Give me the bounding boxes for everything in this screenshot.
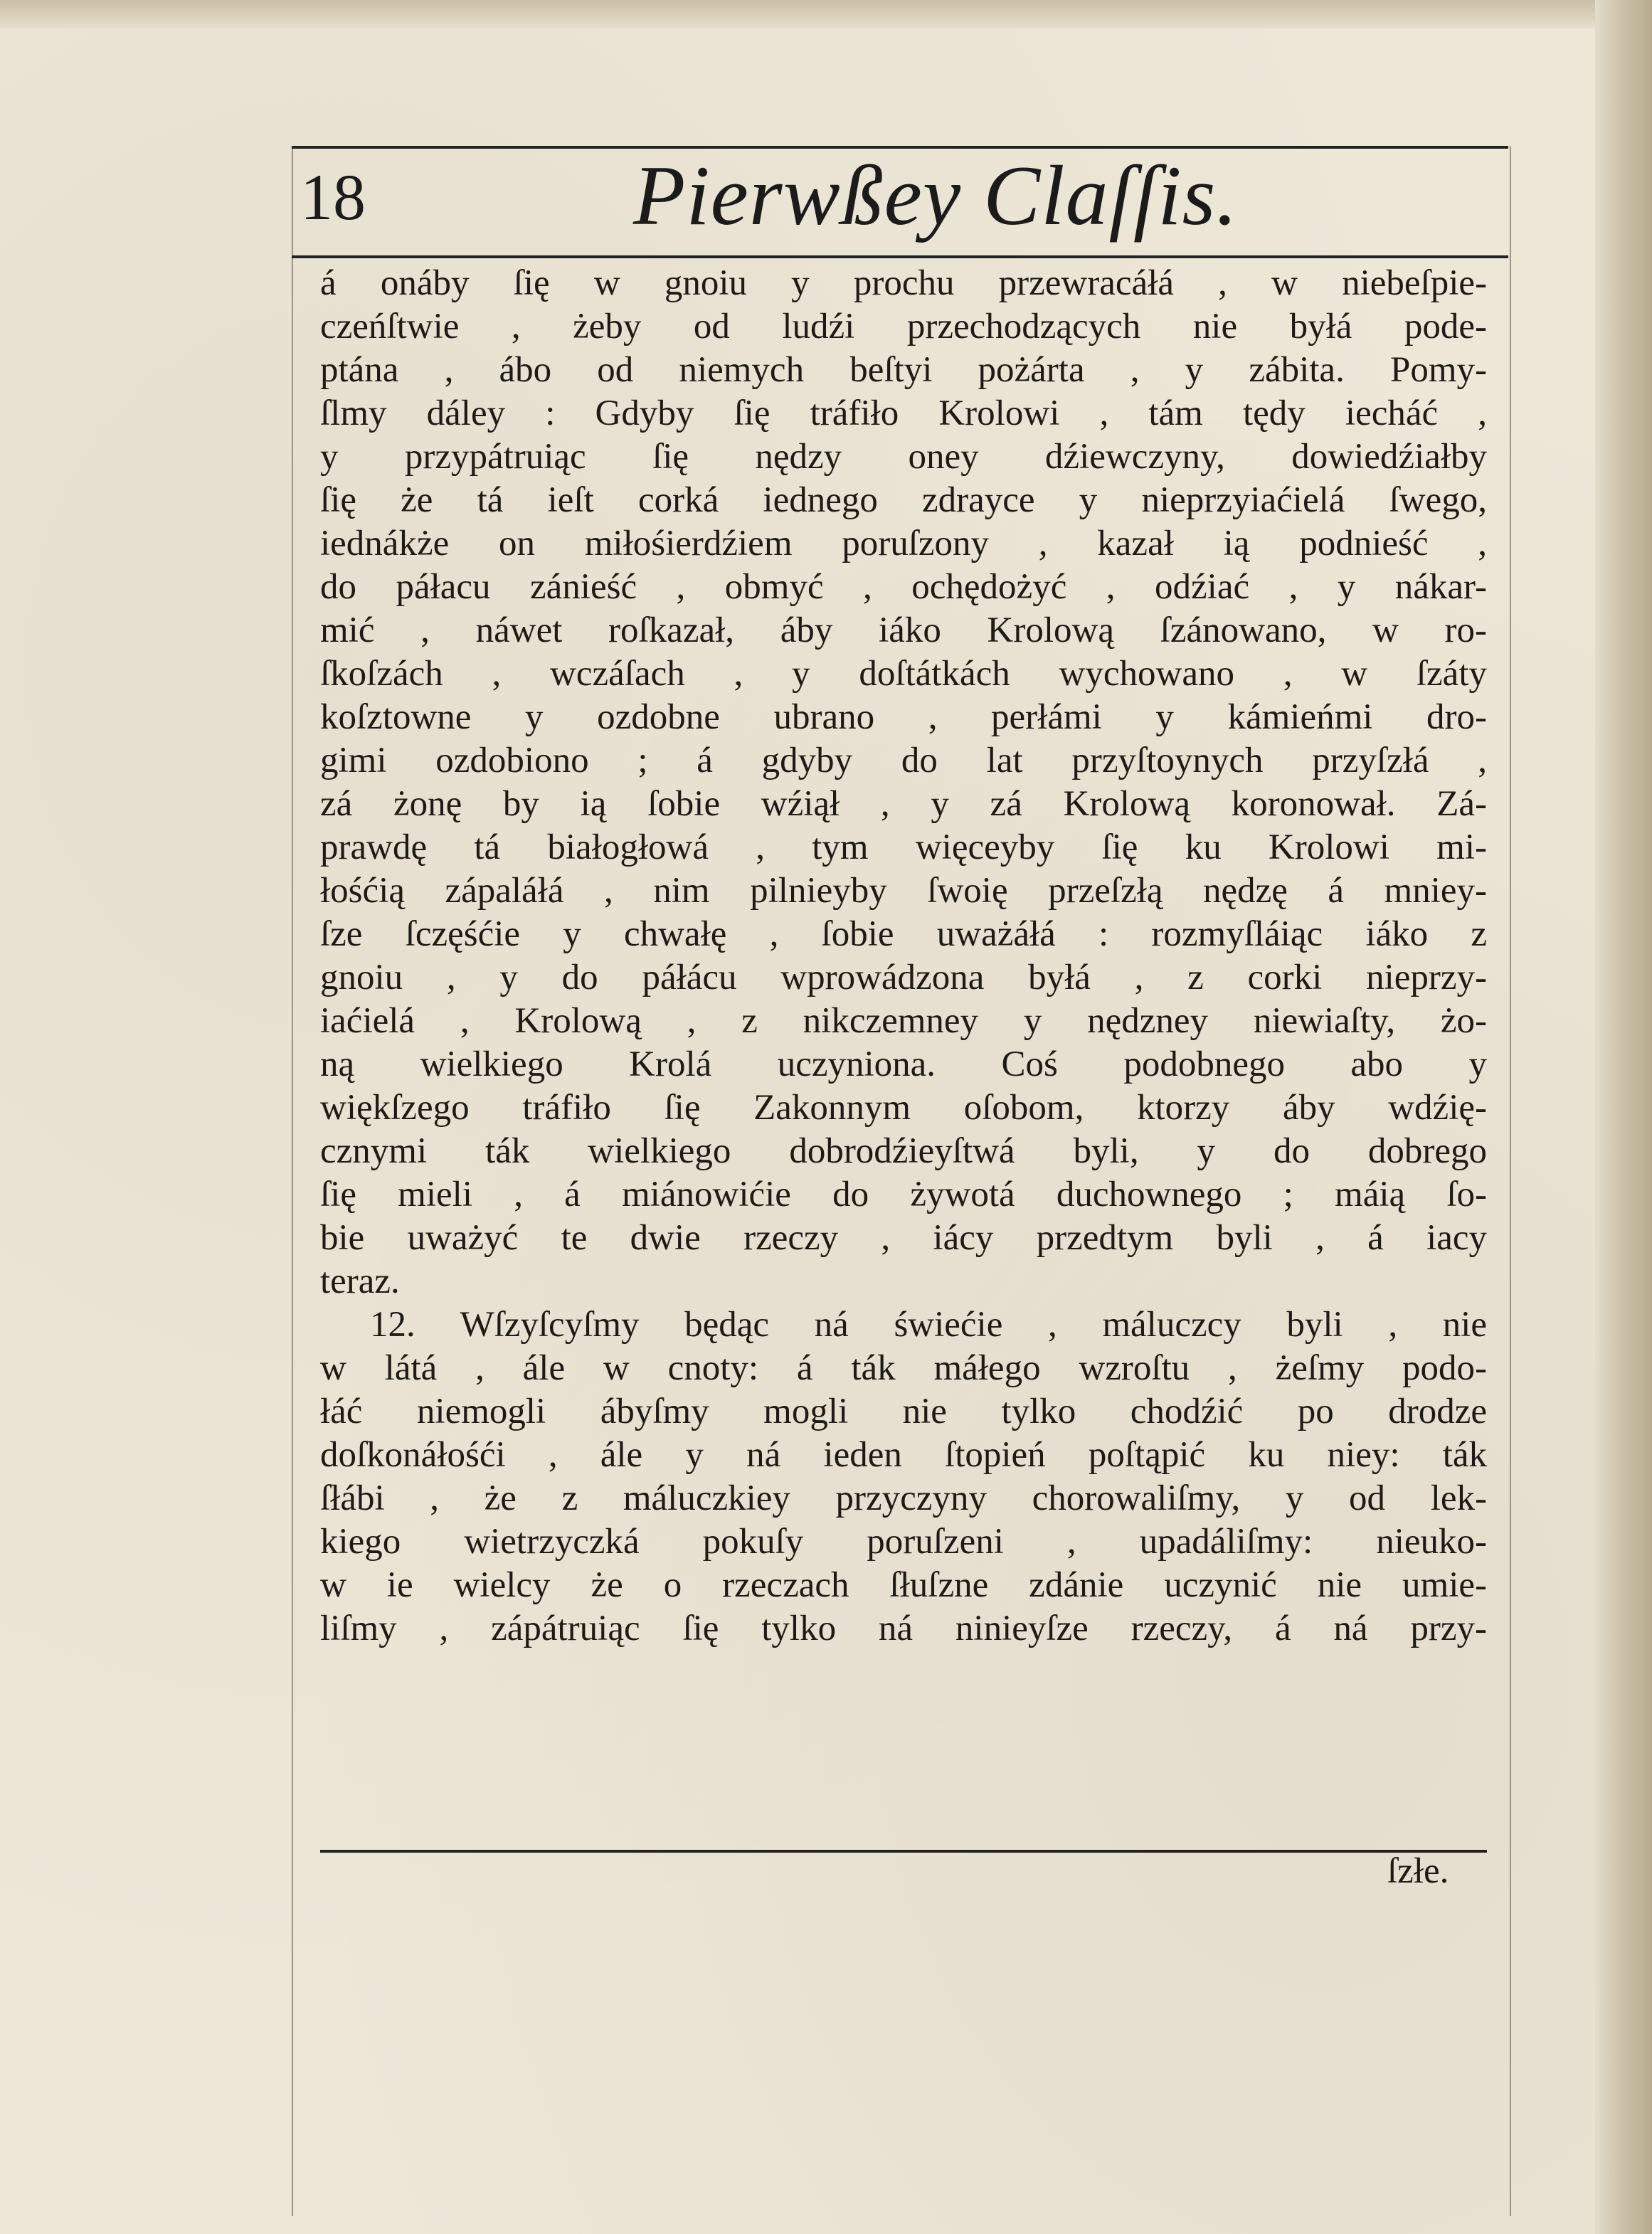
- text-line: ſię że tá ieſt corká iednego zdrayce y nieprzyiaćielá ſwego,: [320, 480, 1487, 520]
- text-line: liſmy , zápátruiąc ſię tylko ná ninieyſze rzeczy, á ná przy-: [320, 1609, 1487, 1648]
- text-line: ſię mieli , á miánowićie do żywotá duchownego ; máią ſo-: [320, 1175, 1487, 1214]
- body-text: [320, 262, 1487, 1651]
- text-line: ptána , ábo od niemych beſtyi pożárta , y zábita. Pomy-: [320, 350, 1487, 390]
- text-line: zá żonę by ią ſobie wźiął , y zá Krolową koronował. Zá-: [320, 784, 1487, 824]
- text-line: bie uważyć te dwie rzeczy , iácy przedtym byli , á iacy: [320, 1218, 1487, 1258]
- page-top-edge: [0, 0, 1652, 28]
- text-line: doſkonáłośći , ále y ná ieden ſtopień poſtąpić ku niey: ták: [320, 1435, 1487, 1475]
- paragraph-start-line: 12. Wſzyſcyſmy będąc ná świećie , máluczcy byli , nie: [370, 1305, 1487, 1345]
- bottom-rule: [320, 1850, 1487, 1853]
- paragraph-end-line: teraz.: [320, 1261, 400, 1301]
- running-head: Pierwßey Claſſis.: [633, 148, 1239, 243]
- text-line: do páłacu zánieść , obmyć , ochędożyć , odźiać , y nákar-: [320, 567, 1487, 607]
- text-line: iednákże on miłośierdźiem poruſzony , kazał ią podnieść ,: [320, 524, 1487, 563]
- page-number: 18: [300, 161, 366, 233]
- text-line: ſlmy dáley : Gdyby ſię tráfiło Krolowi , tám tędy iecháć ,: [320, 393, 1487, 433]
- text-line: czeńſtwie , żeby od ludźi przechodzących nie byłá pode-: [320, 307, 1487, 346]
- text-line: á onáby ſię w gnoiu y prochu przewracáłá , w niebeſpie-: [320, 263, 1487, 303]
- text-line: prawdę tá białogłowá , tym więceyby ſię ku Krolowi mi-: [320, 827, 1487, 867]
- page-header: [292, 146, 1508, 258]
- text-line: cznymi ták wielkiego dobrodźieyſtwá byli, y do dobrego: [320, 1131, 1487, 1171]
- catchword: ſzłe.: [1387, 1851, 1449, 1891]
- text-line: kiego wietrzyczká pokuſy poruſzeni , upadáliſmy: nieuko-: [320, 1522, 1487, 1562]
- text-line: gimi ozdobiono ; á gdyby do lat przyſtoynych przyſzłá ,: [320, 741, 1487, 780]
- text-line: ſze ſczęśćie y chwałę , ſobie uważáłá : rozmyſláiąc iáko z: [320, 914, 1487, 954]
- text-line: koſztowne y ozdobne ubrano , perłámi y kámieńmi dro-: [320, 697, 1487, 737]
- text-line: ſkoſzách , wczáſach , y doſtátkách wychowano , w ſzáty: [320, 654, 1487, 694]
- text-line: gnoiu , y do páłácu wprowádzona byłá , z corki nieprzy-: [320, 958, 1487, 997]
- text-line: ną wielkiego Krolá uczyniona. Coś podobnego abo y: [320, 1044, 1487, 1084]
- text-line: więkſzego tráfiło ſię Zakonnym oſobom, ktorzy áby wdźię-: [320, 1088, 1487, 1128]
- text-line: w ie wielcy że o rzeczach ſłuſzne zdánie uczynić nie umie-: [320, 1565, 1487, 1605]
- text-line: iaćielá , Krolową , z nikczemney y nędzney niewiaſty, żo-: [320, 1001, 1487, 1041]
- text-line: mić , náwet roſkazał, áby iáko Krolową ſzánowano, w ro-: [320, 610, 1487, 650]
- text-line: łośćią zápaláłá , nim pilnieyby ſwoię przeſzłą nędzę á mniey-: [320, 871, 1487, 911]
- page-gutter-shadow: [1595, 0, 1652, 2234]
- text-line: y przypátruiąc ſię nędzy oney dźiewczyny, dowiedźiałby: [320, 437, 1487, 477]
- text-line: łáć niemogli ábyſmy mogli nie tylko chodźić po drodze: [320, 1392, 1487, 1431]
- text-line: w látá , ále w cnoty: á ták máłego wzroſtu , żeſmy podo-: [320, 1348, 1487, 1388]
- text-line: ſłábi , że z máluczkiey przyczyny chorowaliſmy, y od lek-: [320, 1478, 1487, 1518]
